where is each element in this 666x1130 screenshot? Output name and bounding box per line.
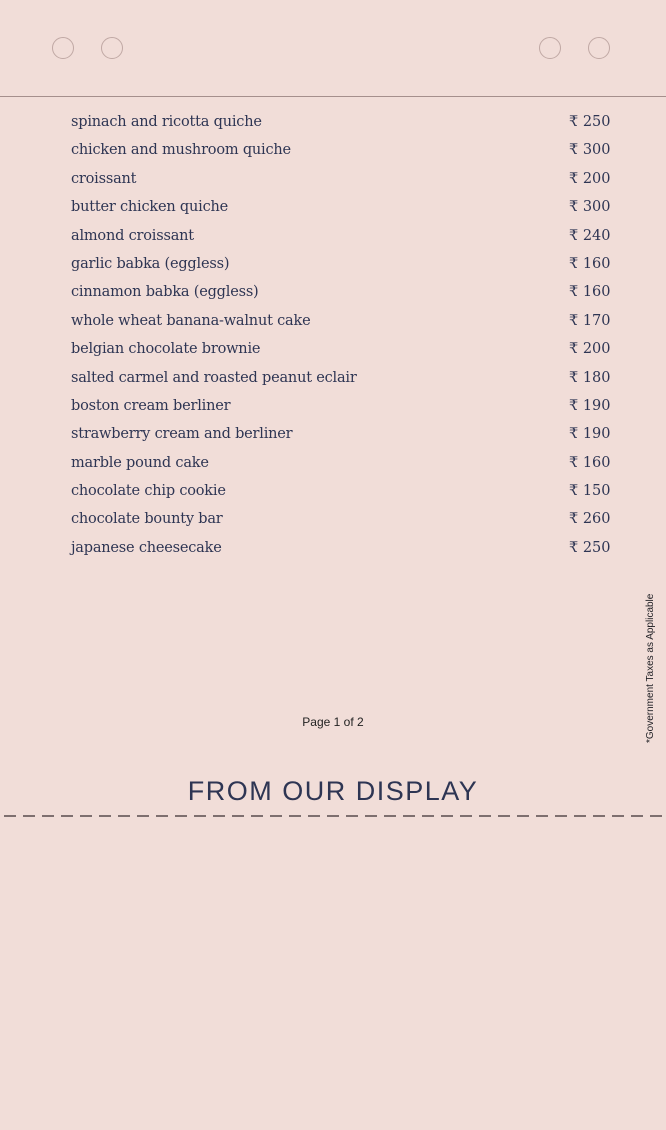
menu-list: [71, 110, 611, 564]
item-name: strawberry cream and berliner: [71, 426, 293, 443]
menu-item: [71, 422, 611, 450]
item-name: chicken and mushroom quiche: [71, 142, 291, 159]
item-name: almond croissant: [71, 227, 194, 244]
item-price: ₹ 160: [569, 284, 611, 301]
menu-item: [71, 507, 611, 535]
item-name: japanese cheesecake: [71, 539, 222, 556]
item-name: butter chicken quiche: [71, 199, 229, 216]
menu-item: [71, 167, 611, 195]
dashed-divider: [4, 815, 662, 817]
item-name: garlic babka (eggless): [71, 255, 230, 272]
section-title: FROM OUR DISPLAY: [187, 776, 479, 806]
ring-hole-icon: [588, 37, 610, 59]
item-name: chocolate chip cookie: [71, 483, 226, 500]
menu-item: [71, 394, 611, 422]
item-price: ₹ 300: [569, 199, 611, 216]
item-name: belgian chocolate brownie: [71, 341, 261, 358]
item-price: ₹ 200: [569, 170, 611, 187]
item-name: whole wheat banana-walnut cake: [71, 312, 311, 329]
item-price: ₹ 160: [569, 255, 611, 272]
item-name: spinach and ricotta quiche: [71, 114, 262, 130]
item-price: ₹ 160: [569, 454, 611, 471]
ring-hole-icon: [52, 37, 74, 59]
item-price: ₹ 150: [569, 483, 611, 500]
item-name: cinnamon babka (eggless): [71, 284, 259, 301]
item-price: ₹ 190: [569, 426, 611, 443]
menu-item: [71, 309, 611, 337]
item-price: ₹ 300: [569, 142, 611, 159]
ring-hole-icon: [539, 37, 561, 59]
menu-header: [0, 0, 666, 96]
menu-item: [71, 479, 611, 507]
menu-item: [71, 280, 611, 308]
item-price: ₹ 240: [569, 227, 611, 244]
ring-hole-icon: [101, 37, 123, 59]
menu-item: [71, 138, 611, 166]
item-price: ₹ 250: [569, 114, 611, 130]
page-indicator: Page 1 of 2: [302, 715, 364, 729]
item-price: ₹ 170: [569, 312, 611, 329]
menu-item: [71, 366, 611, 394]
item-price: ₹ 190: [569, 397, 611, 414]
item-price: ₹ 180: [569, 369, 611, 386]
menu-item: [71, 536, 611, 564]
item-price: ₹ 250: [569, 539, 611, 556]
menu-item: [71, 195, 611, 223]
item-name: boston cream berliner: [71, 397, 231, 414]
item-name: chocolate bounty bar: [71, 511, 223, 528]
menu-item: [71, 224, 611, 252]
menu-item: [71, 110, 611, 138]
item-name: salted carmel and roasted peanut eclair: [71, 369, 357, 386]
item-price: ₹ 200: [569, 341, 611, 358]
menu-item: [71, 252, 611, 280]
item-name: croissant: [71, 170, 137, 187]
header-divider: [0, 96, 666, 97]
item-name: marble pound cake: [71, 454, 209, 471]
menu-item: [71, 337, 611, 365]
item-price: ₹ 260: [569, 511, 611, 528]
taxes-note: *Government Taxes as Applicable: [645, 593, 656, 743]
menu-item: [71, 451, 611, 479]
